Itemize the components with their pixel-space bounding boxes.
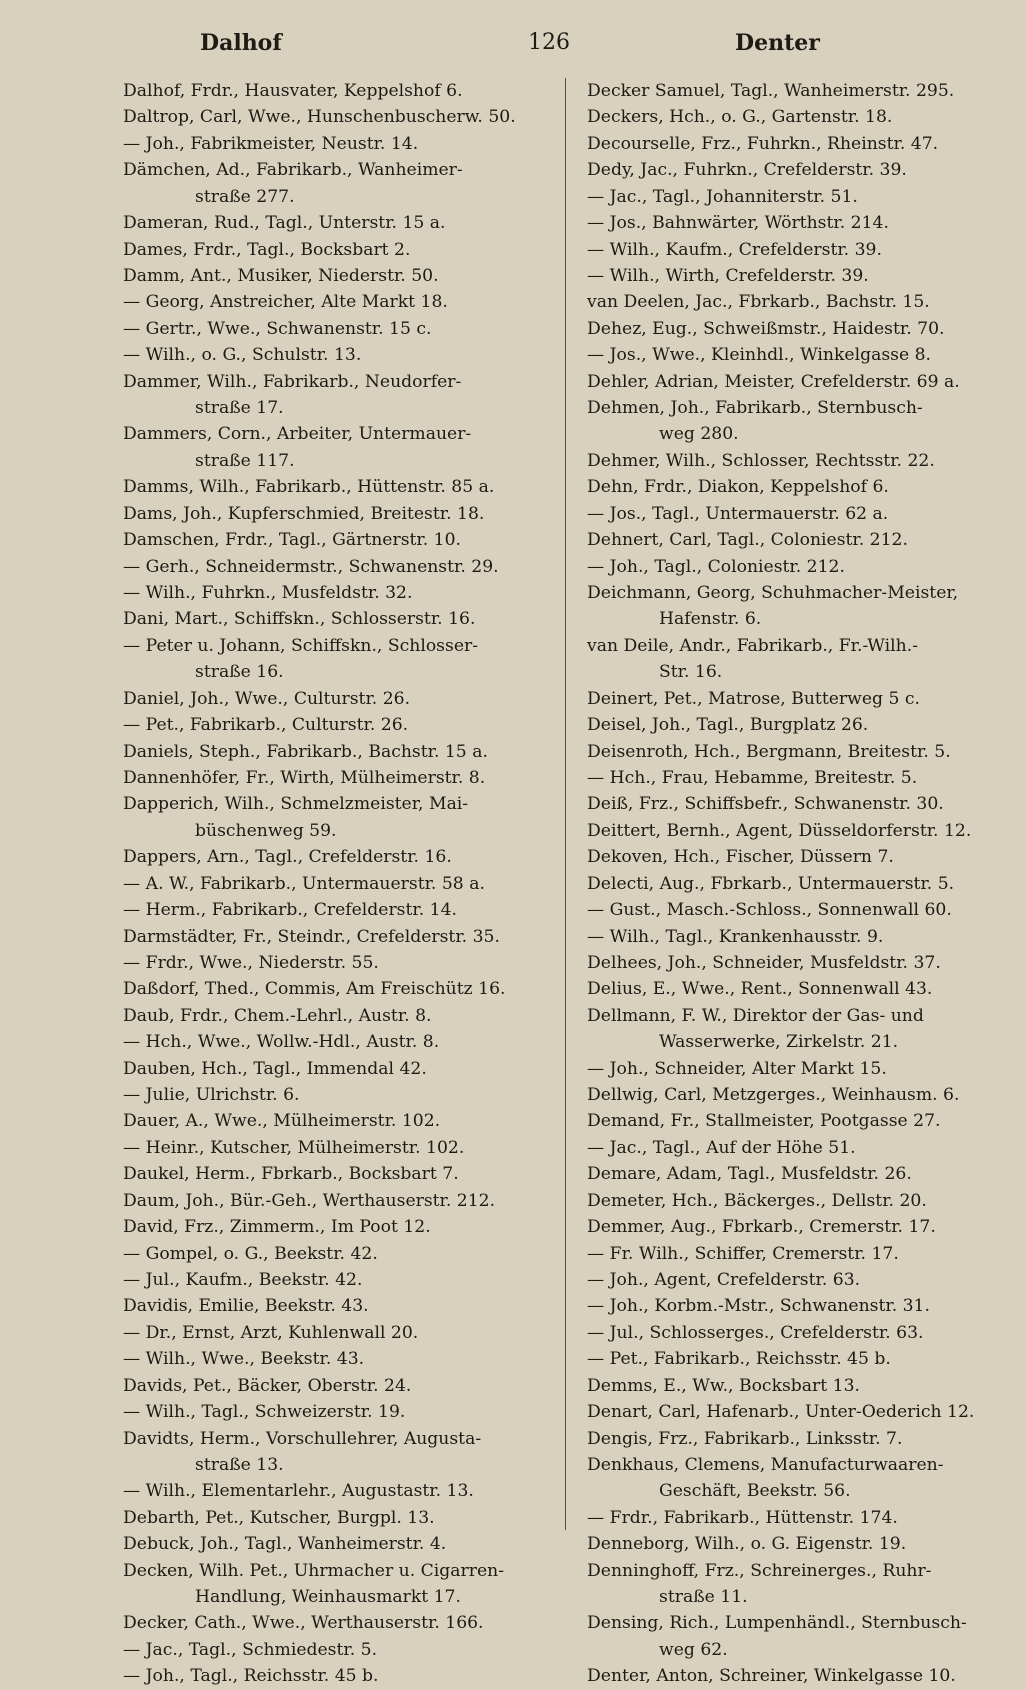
- directory-entry: Deckers, Hch., o. G., Gartenstr. 18.: [587, 107, 893, 128]
- directory-entry: Demmer, Aug., Fbrkarb., Cremerstr. 17.: [587, 1217, 936, 1238]
- directory-entry: — Jul., Schlosserges., Crefelderstr. 63.: [587, 1322, 924, 1343]
- directory-entry: Demeter, Hch., Bäckerges., Dellstr. 20.: [587, 1190, 927, 1211]
- directory-entry: — Wilh., Tagl., Schweizerstr. 19.: [123, 1402, 406, 1423]
- directory-entry-continuation: weg 62.: [659, 1639, 728, 1660]
- directory-entry: Denneborg, Wilh., o. G. Eigenstr. 19.: [587, 1534, 907, 1555]
- directory-entry: — Wilh., o. G., Schulstr. 13.: [123, 345, 362, 366]
- directory-entry: — Hch., Wwe., Wollw.-Hdl., Austr. 8.: [123, 1032, 440, 1053]
- header-right-catchword: Denter: [735, 30, 820, 56]
- directory-entry: — Jos., Wwe., Kleinhdl., Winkelgasse 8.: [587, 345, 932, 366]
- directory-entry: Daub, Frdr., Chem.-Lehrl., Austr. 8.: [123, 1005, 432, 1026]
- directory-entry: David, Frz., Zimmerm., Im Poot 12.: [123, 1217, 431, 1238]
- directory-entry: Dämchen, Ad., Fabrikarb., Wanheimer-: [123, 160, 463, 181]
- directory-entry: Dauer, A., Wwe., Mülheimerstr. 102.: [123, 1111, 441, 1132]
- header-left-catchword: Dalhof: [200, 30, 282, 56]
- directory-entry: Debarth, Pet., Kutscher, Burgpl. 13.: [123, 1507, 435, 1528]
- directory-entry: Decourselle, Frz., Fuhrkn., Rheinstr. 47.: [587, 133, 939, 154]
- directory-entry: Davids, Pet., Bäcker, Oberstr. 24.: [123, 1375, 412, 1396]
- directory-entry: Davidts, Herm., Vorschullehrer, Augusta-: [123, 1428, 482, 1449]
- directory-entry-continuation: büschenweg 59.: [195, 820, 337, 841]
- directory-entry: Deisel, Joh., Tagl., Burgplatz 26.: [587, 715, 869, 736]
- directory-entry: Damschen, Frdr., Tagl., Gärtnerstr. 10.: [123, 530, 462, 551]
- directory-entry: — Jac., Tagl., Johanniterstr. 51.: [587, 186, 858, 207]
- directory-entry: — Gertr., Wwe., Schwanenstr. 15 c.: [123, 318, 432, 339]
- directory-entry: Dehmen, Joh., Fabrikarb., Sternbusch-: [587, 398, 923, 419]
- directory-entry: Denart, Carl, Hafenarb., Unter-Oederich 12.: [587, 1402, 975, 1423]
- directory-entry: Deiß, Frz., Schiffsbefr., Schwanenstr. 30.: [587, 794, 944, 815]
- directory-entry-continuation: straße 277.: [195, 186, 295, 207]
- directory-entry: Deisenroth, Hch., Bergmann, Breitestr. 5.: [587, 741, 951, 762]
- directory-entry: Demare, Adam, Tagl., Musfeldstr. 26.: [587, 1164, 912, 1185]
- directory-entry-continuation: straße 117.: [195, 450, 295, 471]
- directory-entry: Daßdorf, Thed., Commis, Am Freischütz 16.: [123, 979, 506, 1000]
- directory-entry: — Jac., Tagl., Auf der Höhe 51.: [587, 1137, 856, 1158]
- directory-entry-continuation: straße 11.: [659, 1587, 748, 1608]
- directory-entry: Densing, Rich., Lumpenhändl., Sternbusch-: [587, 1613, 967, 1634]
- directory-entry: — Joh., Korbm.-Mstr., Schwanenstr. 31.: [587, 1296, 930, 1317]
- directory-entry: Daum, Joh., Bür.-Geh., Werthauserstr. 212.: [123, 1190, 496, 1211]
- directory-entry: Delius, E., Wwe., Rent., Sonnenwall 43.: [587, 979, 933, 1000]
- directory-entry: — Joh., Fabrikmeister, Neustr. 14.: [123, 133, 419, 154]
- directory-entry: Dehez, Eug., Schweißmstr., Haidestr. 70.: [587, 318, 945, 339]
- directory-entry-continuation: Wasserwerke, Zirkelstr. 21.: [659, 1032, 899, 1053]
- directory-entry-continuation: straße 13.: [195, 1454, 284, 1475]
- directory-entry: Darmstädter, Fr., Steindr., Crefelderstr. 35.: [123, 926, 500, 947]
- directory-entry: Decker, Cath., Wwe., Werthauserstr. 166.: [123, 1613, 484, 1634]
- page-number: 126: [528, 30, 570, 55]
- directory-entry: — Heinr., Kutscher, Mülheimerstr. 102.: [123, 1137, 465, 1158]
- directory-entry: Daltrop, Carl, Wwe., Hunschenbuscherw. 50.: [123, 107, 516, 128]
- right-column: [587, 78, 1026, 1690]
- directory-entry: Dedy, Jac., Fuhrkn., Crefelderstr. 39.: [587, 160, 907, 181]
- directory-entry: — Gust., Masch.-Schloss., Sonnenwall 60.: [587, 900, 952, 921]
- directory-entry: — Wilh., Kaufm., Crefelderstr. 39.: [587, 239, 882, 260]
- directory-entry: — Pet., Fabrikarb., Culturstr. 26.: [123, 715, 409, 736]
- directory-entry: Demand, Fr., Stallmeister, Pootgasse 27.: [587, 1111, 941, 1132]
- directory-entry: Delhees, Joh., Schneider, Musfeldstr. 37.: [587, 952, 941, 973]
- directory-entry: Dehler, Adrian, Meister, Crefelderstr. 69 a.: [587, 371, 960, 392]
- directory-entry: Decken, Wilh. Pet., Uhrmacher u. Cigarren-: [123, 1560, 505, 1581]
- directory-entry: — Joh., Tagl., Coloniestr. 212.: [587, 556, 845, 577]
- directory-entry: — Jac., Tagl., Schmiedestr. 5.: [123, 1639, 378, 1660]
- directory-entry: Dehnert, Carl, Tagl., Coloniestr. 212.: [587, 530, 908, 551]
- directory-entry: — Wilh., Wirth, Crefelderstr. 39.: [587, 265, 869, 286]
- directory-entry: Dannenhöfer, Fr., Wirth, Mülheimerstr. 8.: [123, 767, 486, 788]
- directory-entry: Dameran, Rud., Tagl., Unterstr. 15 a.: [123, 213, 446, 234]
- directory-entry: Damm, Ant., Musiker, Niederstr. 50.: [123, 265, 439, 286]
- directory-entry-continuation: Handlung, Weinhausmarkt 17.: [195, 1587, 461, 1608]
- directory-entry: Daniel, Joh., Wwe., Culturstr. 26.: [123, 688, 411, 709]
- directory-entry: — Wilh., Fuhrkn., Musfeldstr. 32.: [123, 583, 413, 604]
- directory-entry: — Wilh., Tagl., Krankenhausstr. 9.: [587, 926, 884, 947]
- directory-entry: — Fr. Wilh., Schiffer, Cremerstr. 17.: [587, 1243, 899, 1264]
- directory-entry: — Jos., Tagl., Untermauerstr. 62 a.: [587, 503, 889, 524]
- directory-entry: Debuck, Joh., Tagl., Wanheimerstr. 4.: [123, 1534, 447, 1555]
- directory-entry: — Jos., Bahnwärter, Wörthstr. 214.: [587, 213, 889, 234]
- directory-entry: Damms, Wilh., Fabrikarb., Hüttenstr. 85 a.: [123, 477, 495, 498]
- directory-entry-continuation: straße 16.: [195, 662, 284, 683]
- directory-entry: Dengis, Frz., Fabrikarb., Linksstr. 7.: [587, 1428, 903, 1449]
- directory-entry-continuation: Hafenstr. 6.: [659, 609, 762, 630]
- directory-entry: Dalhof, Frdr., Hausvater, Keppelshof 6.: [123, 81, 463, 101]
- directory-entry: — Joh., Schneider, Alter Markt 15.: [587, 1058, 887, 1079]
- directory-entry: — Wilh., Wwe., Beekstr. 43.: [123, 1349, 365, 1370]
- directory-entry: — Peter u. Johann, Schiffskn., Schlosser-: [123, 635, 479, 656]
- directory-entry: — Hch., Frau, Hebamme, Breitestr. 5.: [587, 767, 918, 788]
- directory-entry: — Gompel, o. G., Beekstr. 42.: [123, 1243, 378, 1264]
- directory-entry-continuation: straße 17.: [195, 398, 284, 419]
- directory-entry: Daniels, Steph., Fabrikarb., Bachstr. 15 a.: [123, 741, 488, 762]
- directory-entry: Dehn, Frdr., Diakon, Keppelshof 6.: [587, 477, 889, 498]
- directory-entry: — Wilh., Elementarlehr., Augustastr. 13.: [123, 1481, 474, 1502]
- column-divider: [565, 78, 566, 1530]
- page-header: [0, 30, 1026, 60]
- directory-entry: Dappers, Arn., Tagl., Crefelderstr. 16.: [123, 847, 452, 868]
- directory-entry: Denninghoff, Frz., Schreinerges., Ruhr-: [587, 1560, 932, 1581]
- directory-entry: — Jul., Kaufm., Beekstr. 42.: [123, 1269, 363, 1290]
- directory-entry: Dehmer, Wilh., Schlosser, Rechtsstr. 22.: [587, 450, 935, 471]
- directory-entry: Decker Samuel, Tagl., Wanheimerstr. 295.: [587, 81, 955, 101]
- directory-entry: Dapperich, Wilh., Schmelzmeister, Mai-: [123, 794, 469, 815]
- directory-entry: Dams, Joh., Kupferschmied, Breitestr. 18.: [123, 503, 485, 524]
- directory-entry: Dani, Mart., Schiffskn., Schlosserstr. 16.: [123, 609, 476, 630]
- directory-entry: Davidis, Emilie, Beekstr. 43.: [123, 1296, 369, 1317]
- directory-entry: Deittert, Bernh., Agent, Düsseldorferstr. 12.: [587, 820, 972, 841]
- directory-entry: — Pet., Fabrikarb., Reichsstr. 45 b.: [587, 1349, 891, 1370]
- directory-entry: — Herm., Fabrikarb., Crefelderstr. 14.: [123, 900, 457, 921]
- directory-entry: van Deile, Andr., Fabrikarb., Fr.-Wilh.-: [587, 635, 919, 656]
- directory-entry: — Gerh., Schneidermstr., Schwanenstr. 29.: [123, 556, 499, 577]
- directory-entry: Dellmann, F. W., Direktor der Gas- und: [587, 1005, 924, 1026]
- directory-entry: — Frdr., Fabrikarb., Hüttenstr. 174.: [587, 1507, 898, 1528]
- directory-entry: Deinert, Pet., Matrose, Butterweg 5 c.: [587, 688, 920, 709]
- directory-entry: — Georg, Anstreicher, Alte Markt 18.: [123, 292, 448, 313]
- directory-entry: — Julie, Ulrichstr. 6.: [123, 1085, 300, 1106]
- directory-entry: — Frdr., Wwe., Niederstr. 55.: [123, 952, 379, 973]
- left-column: [123, 78, 568, 1690]
- directory-entry: Dauben, Hch., Tagl., Immendal 42.: [123, 1058, 427, 1079]
- directory-entry: — Dr., Ernst, Arzt, Kuhlenwall 20.: [123, 1322, 419, 1343]
- directory-entry: van Deelen, Jac., Fbrkarb., Bachstr. 15.: [587, 292, 930, 313]
- directory-entry: Demms, E., Ww., Bocksbart 13.: [587, 1375, 860, 1396]
- directory-entry: Dekoven, Hch., Fischer, Düssern 7.: [587, 847, 894, 868]
- directory-entry-continuation: Str. 16.: [659, 662, 723, 683]
- directory-entry: — Joh., Tagl., Reichsstr. 45 b.: [123, 1666, 379, 1687]
- directory-entry: Delecti, Aug., Fbrkarb., Untermauerstr. 5.: [587, 873, 955, 894]
- directory-entry: Deichmann, Georg, Schuhmacher-Meister,: [587, 583, 959, 604]
- directory-entry: Dames, Frdr., Tagl., Bocksbart 2.: [123, 239, 411, 260]
- directory-entry: Dammer, Wilh., Fabrikarb., Neudorfer-: [123, 371, 462, 392]
- directory-entry: Denkhaus, Clemens, Manufacturwaaren-: [587, 1454, 944, 1475]
- directory-entry-continuation: weg 280.: [659, 424, 739, 445]
- directory-entry: Dammers, Corn., Arbeiter, Untermauer-: [123, 424, 472, 445]
- directory-entry: — Joh., Agent, Crefelderstr. 63.: [587, 1269, 861, 1290]
- directory-entry: Dellwig, Carl, Metzgerges., Weinhausm. 6.: [587, 1085, 960, 1106]
- directory-entry-continuation: Geschäft, Beekstr. 56.: [659, 1481, 851, 1502]
- directory-entry: Denter, Anton, Schreiner, Winkelgasse 10.: [587, 1666, 956, 1687]
- directory-entry: — A. W., Fabrikarb., Untermauerstr. 58 a.: [123, 873, 485, 894]
- directory-entry: Daukel, Herm., Fbrkarb., Bocksbart 7.: [123, 1164, 459, 1185]
